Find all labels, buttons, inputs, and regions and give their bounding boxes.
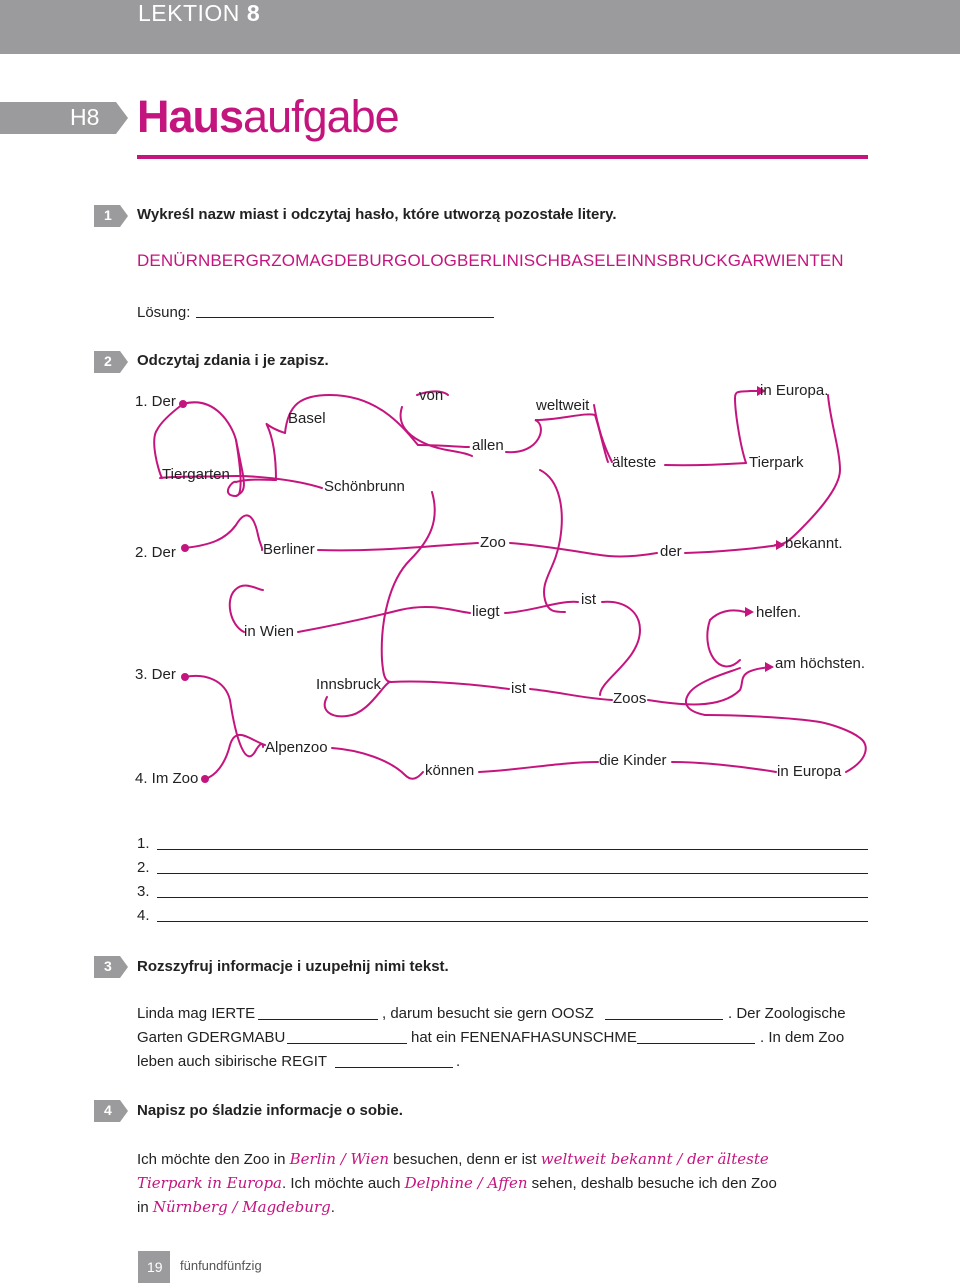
word-basel: Basel [288,410,326,427]
answer-line-3[interactable] [157,897,868,898]
fill-line-5[interactable] [335,1067,453,1068]
word-liegt: liegt [472,603,500,620]
title-light: aufgabe [243,91,399,142]
text-zoologische: . Der Zoologische [728,1005,846,1022]
trace-text[interactable]: Nürnberg / Magdeburg [152,1198,331,1216]
word-berliner: Berliner [263,541,315,558]
word-innsbruck: Innsbruck [316,676,382,693]
task-number: 4 [104,1102,112,1118]
word-ist-1: ist [581,591,596,608]
task-number: 2 [104,353,112,369]
letter-scramble: DENÜRNBERGRZOMAGDEBURGOLOGBERLINISCHBASELEINNSBRUCKGARWIENTEN [137,251,844,270]
text-segment: . [330,1199,335,1216]
word-aelteste: älteste [612,454,657,471]
answer-label-2: 2. [137,859,150,876]
task2-instruction: Odczytaj zdania i je zapisz. [137,352,329,369]
word-ist-2: ist [511,680,526,697]
fill-line-2[interactable] [605,1019,723,1020]
trace-line-3 [137,1198,335,1216]
task-number-badge [94,956,132,978]
word-von: von [419,387,444,404]
word-in-europa-dot: in Europa. [760,382,829,399]
fill-line-1[interactable] [258,1019,378,1020]
task1-instruction: Wykreśl nazw miast i odczytaj hasło, które utworzą pozostałe litery. [137,206,617,223]
trace-line-2 [137,1174,777,1192]
answer-label-4: 4. [137,907,150,924]
word-alpenzoo: Alpenzoo [265,739,328,756]
task4-instruction: Napisz po śladzie informacje o sobie. [137,1102,403,1119]
text-garten: Garten GDERGMABU [137,1029,286,1046]
word-die-kinder: die Kinder [599,752,667,769]
text-segment: Ich möchte den Zoo in [137,1151,290,1168]
word-der-2: 2. Der [135,544,176,561]
trace-line-1 [137,1150,769,1168]
text-segment: sehen, deshalb besuche ich den Zoo [527,1175,777,1192]
word-zoos: Zoos [613,690,647,707]
task-number: 1 [104,207,112,223]
text-darum: , darum besucht sie gern OOSZ [382,1005,594,1022]
answer-line-2[interactable] [157,873,868,874]
text-hat-ein: hat ein FENENAFHASUNSCHME [411,1029,637,1046]
word-schoenbrunn: Schönbrunn [324,478,405,495]
answer-label-3: 3. [137,883,150,900]
word-weltweit: weltweit [536,397,590,414]
text-period: . [456,1053,461,1070]
answer-line-4[interactable] [157,921,868,922]
title-bold: Haus [137,91,244,142]
lesson-number: 8 [246,0,261,26]
solution-label: Lösung: [137,304,191,321]
task-number-badge [94,1100,132,1122]
trace-text[interactable]: Berlin / Wien [289,1150,389,1168]
page-number-word: fünfundfünfzig [180,1258,262,1273]
word-helfen: helfen. [756,604,802,621]
word-tierpark: Tierpark [749,454,804,471]
word-koennen: können [425,762,475,779]
trace-text[interactable]: Delphine / Affen [404,1174,528,1192]
text-segment: . Ich möchte auch [282,1175,405,1192]
task3-instruction: Rozszyfruj informacje i uzupełnij nimi tekst. [137,958,449,975]
word-in-europa: in Europa [777,763,842,780]
answer-line-1[interactable] [157,849,868,850]
section-code: H8 [70,104,100,130]
text-linda: Linda mag IERTE [137,1005,256,1022]
word-der-1: 1. Der [135,393,176,410]
text-in-dem-zoo: . In dem Zoo [760,1029,845,1046]
task-number: 3 [104,958,112,974]
lesson-label: LEKTION [138,0,240,26]
word-tiergarten: Tiergarten [162,466,230,483]
trace-text[interactable]: Tierpark in Europa [137,1174,283,1192]
fill-line-3[interactable] [287,1043,407,1044]
word-im-zoo: 4. Im Zoo [135,770,199,787]
word-am-hoechsten: am höchsten. [775,655,866,672]
fill-line-4[interactable] [637,1043,755,1044]
answer-label-1: 1. [137,835,150,852]
word-bekannt: bekannt. [785,535,843,552]
text-segment: in [137,1199,153,1216]
word-der-3: 3. Der [135,666,176,683]
word-der: der [660,543,682,560]
text-segment: besuchen, denn er ist [389,1151,541,1168]
word-allen: allen [472,437,504,454]
word-in-wien: in Wien [244,623,295,640]
page-number: 19 [147,1259,163,1275]
text-leben: leben auch sibirische REGIT [137,1053,328,1070]
trace-text[interactable]: weltweit bekannt / der älteste [540,1150,769,1168]
page-number-box [138,1251,170,1283]
word-zoo: Zoo [480,534,506,551]
